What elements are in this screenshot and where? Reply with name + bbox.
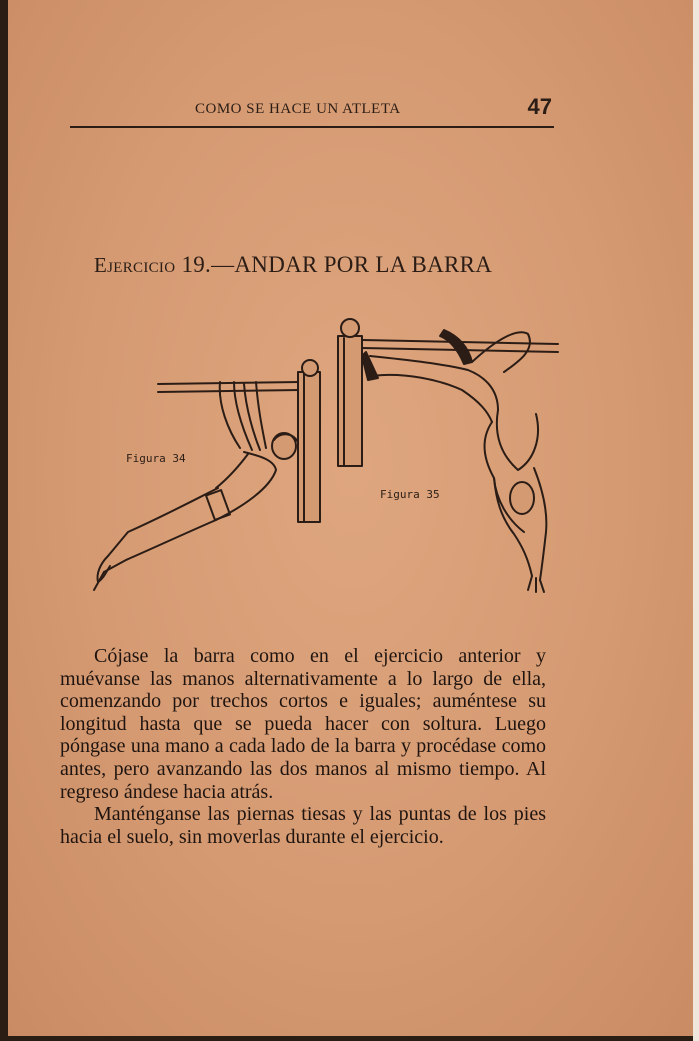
figure-35-athlete: [362, 330, 546, 592]
exercise-label: Ejercicio: [94, 253, 176, 277]
figure-35-caption: Figura 35: [380, 488, 440, 501]
book-page: [8, 0, 696, 1036]
paragraph-2: Manténganse las piernas tiesas y las puntas de los pies hacia el suelo, sin moverlas durante el ejercicio.: [60, 803, 546, 848]
figure-34-athlete: [94, 382, 298, 590]
page-number: 47: [527, 94, 552, 119]
body-text: [60, 645, 546, 848]
exercise-title: 19.—ANDAR POR LA BARRA: [181, 252, 493, 277]
exercise-illustration: [48, 310, 568, 610]
page-edge: [693, 0, 699, 1041]
paragraph-1: Cójase la barra como en el ejercicio anterior y muévanse las manos alternativamente a lo largo de ella, comenzando por trechos cortos e iguales; auméntese su longitud hasta que se pueda hacer con soltura. Luego póngase una mano a cada lado de la barra y procédase como antes, pero avanzando las dos manos al mismo tiempo. Al regreso ándese hacia atrás.: [60, 645, 546, 803]
exercise-heading: [94, 252, 492, 278]
figure-34-caption: Figura 34: [126, 452, 186, 465]
page-header: [70, 96, 554, 128]
running-title: COMO SE HACE UN ATLETA: [195, 101, 401, 117]
